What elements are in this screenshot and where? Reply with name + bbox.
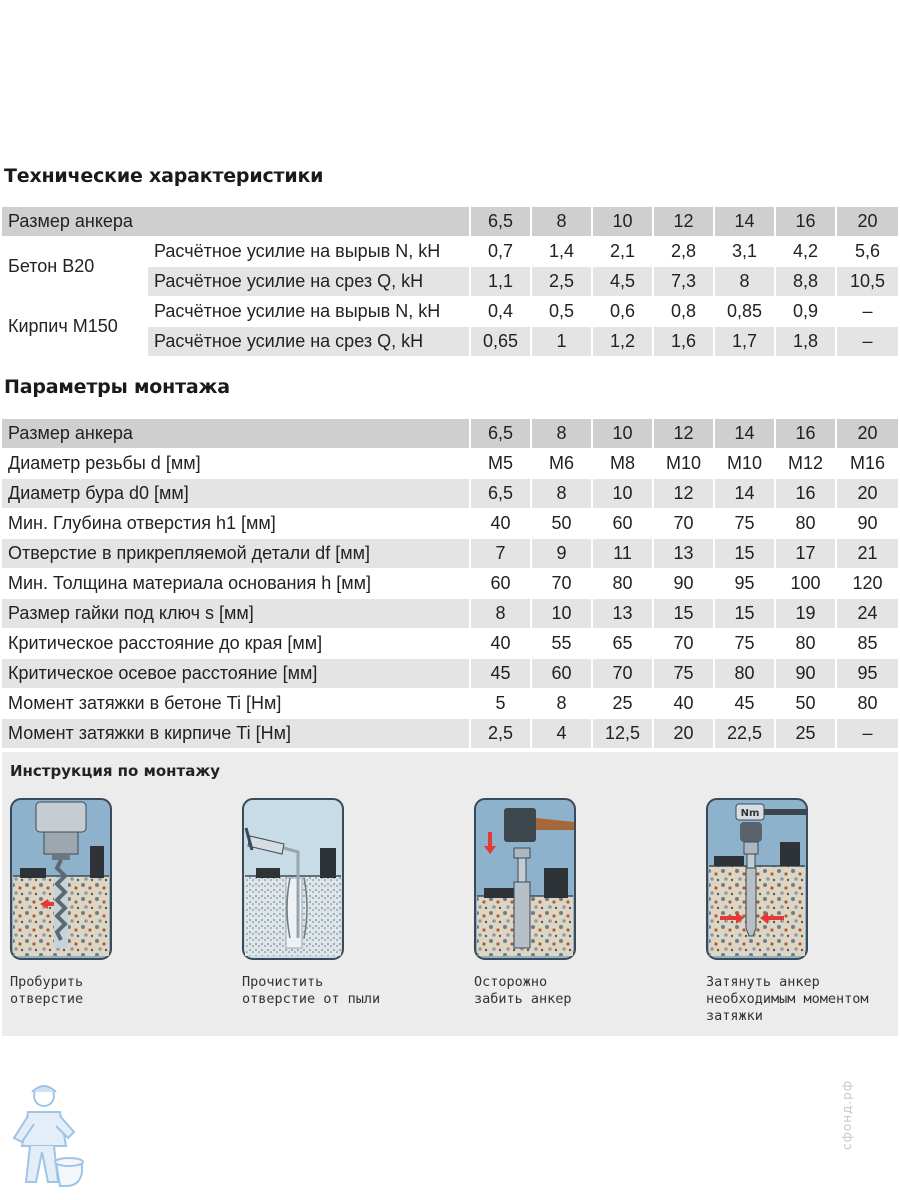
value-cell: 70 [653,509,714,539]
value-cell: M16 [836,449,898,479]
value-cell: 2,1 [592,237,653,267]
size-cell: 20 [836,207,898,237]
value-cell: 16 [775,479,836,509]
hammer-icon [474,798,576,960]
torque-badge: Nm [740,808,760,819]
value-cell: 24 [836,599,898,629]
size-label: Размер анкера [2,207,470,237]
value-cell: 13 [592,599,653,629]
value-cell: 95 [836,659,898,689]
value-cell: 2,5 [531,267,592,297]
value-cell: 80 [836,689,898,719]
value-cell: 40 [470,509,531,539]
value-cell: 8,8 [775,267,836,297]
table-row [2,689,898,719]
value-cell: 12 [653,479,714,509]
value-cell: 5,6 [836,237,898,267]
value-cell: 75 [714,629,775,659]
watermark: сфонд.рф [840,1079,854,1150]
value-cell: M5 [470,449,531,479]
value-cell: 20 [836,479,898,509]
value-cell: 45 [714,689,775,719]
value-cell: 90 [775,659,836,689]
table-row [2,449,898,479]
value-cell: 11 [592,539,653,569]
drill-icon [10,798,112,960]
value-cell: 9 [531,539,592,569]
instructions-panel [2,752,898,1036]
value-cell: 0,85 [714,297,775,327]
value-cell: M10 [653,449,714,479]
size-cell: 20 [836,419,898,449]
value-cell: 95 [714,569,775,599]
value-cell: 25 [775,719,836,749]
mount-section-title: Параметры монтажа [4,376,230,398]
value-cell: 1,4 [531,237,592,267]
step-clean [242,798,462,1008]
value-cell: 90 [836,509,898,539]
size-cell: 8 [531,207,592,237]
step-caption: Осторожно забить анкер [474,974,572,1007]
value-cell: 70 [653,629,714,659]
value-cell: 85 [836,629,898,659]
table-row [2,237,898,267]
table-row [2,539,898,569]
value-cell: 75 [714,509,775,539]
row-label: Критическое осевое расстояние [мм] [2,659,470,689]
value-cell: 10,5 [836,267,898,297]
row-label: Критическое расстояние до края [мм] [2,629,470,659]
value-cell: 1,7 [714,327,775,357]
plumber-mascot-icon [8,1082,86,1192]
value-cell: 120 [836,569,898,599]
material-label: Бетон B20 [2,237,148,297]
size-cell: 8 [531,419,592,449]
value-cell: 0,4 [470,297,531,327]
value-cell: 8 [470,599,531,629]
mount-params-table [2,418,898,749]
value-cell: 45 [470,659,531,689]
row-label: Отверстие в прикрепляемой детали df [мм] [2,539,470,569]
tech-size-row [2,207,898,237]
table-row [2,629,898,659]
table-row [2,659,898,689]
row-label: Расчётное усилие на срез Q, kH [148,327,470,357]
value-cell: 1,6 [653,327,714,357]
instructions-title: Инструкция по монтажу [10,762,221,780]
value-cell: 12,5 [592,719,653,749]
table-row [2,297,898,327]
size-cell: 12 [653,207,714,237]
size-cell: 6,5 [470,207,531,237]
row-label: Момент затяжки в кирпиче Ti [Нм] [2,719,470,749]
value-cell: 21 [836,539,898,569]
value-cell: 5 [470,689,531,719]
value-cell: – [836,719,898,749]
size-cell: 14 [714,207,775,237]
value-cell: 65 [592,629,653,659]
value-cell: 3,1 [714,237,775,267]
value-cell: 19 [775,599,836,629]
blower-icon [242,798,344,960]
value-cell: 2,5 [470,719,531,749]
value-cell: 10 [531,599,592,629]
value-cell: 55 [531,629,592,659]
row-label: Расчётное усилие на вырыв N, kH [148,237,470,267]
mount-size-row [2,419,898,449]
value-cell: 80 [775,509,836,539]
value-cell: 8 [531,479,592,509]
table-row [2,719,898,749]
value-cell: 22,5 [714,719,775,749]
torque-wrench-icon [706,798,808,960]
row-label: Мин. Толщина материала основания h [мм] [2,569,470,599]
step-caption: Затянуть анкер необходимым моментом затяжки [706,974,869,1024]
value-cell: 70 [531,569,592,599]
value-cell: 60 [531,659,592,689]
value-cell: 90 [653,569,714,599]
size-cell: 10 [592,419,653,449]
value-cell: 0,65 [470,327,531,357]
step-torque [706,798,900,1025]
value-cell: 1,1 [470,267,531,297]
value-cell: 50 [531,509,592,539]
value-cell: 60 [470,569,531,599]
row-label: Размер гайки под ключ s [мм] [2,599,470,629]
value-cell: 17 [775,539,836,569]
value-cell: 1,8 [775,327,836,357]
row-label: Расчётное усилие на срез Q, kH [148,267,470,297]
value-cell: 100 [775,569,836,599]
value-cell: 80 [714,659,775,689]
value-cell: 6,5 [470,479,531,509]
value-cell: 15 [714,539,775,569]
value-cell: 1,2 [592,327,653,357]
step-drill [10,798,230,1008]
tech-section-title: Технические характеристики [4,165,324,187]
value-cell: 7,3 [653,267,714,297]
row-label: Расчётное усилие на вырыв N, kH [148,297,470,327]
value-cell: – [836,297,898,327]
row-label: Диаметр бура d0 [мм] [2,479,470,509]
value-cell: 8 [714,267,775,297]
value-cell: 20 [653,719,714,749]
row-label: Момент затяжки в бетоне Ti [Нм] [2,689,470,719]
table-row [2,509,898,539]
value-cell: 70 [592,659,653,689]
step-caption: Пробурить отверстие [10,974,84,1007]
table-row [2,599,898,629]
value-cell: 0,8 [653,297,714,327]
value-cell: 50 [775,689,836,719]
value-cell: 0,9 [775,297,836,327]
size-label: Размер анкера [2,419,470,449]
value-cell: 8 [531,689,592,719]
tech-spec-table [2,206,898,357]
size-cell: 6,5 [470,419,531,449]
size-cell: 16 [775,207,836,237]
value-cell: 10 [592,479,653,509]
size-cell: 16 [775,419,836,449]
value-cell: 4,2 [775,237,836,267]
row-label: Мин. Глубина отверстия h1 [мм] [2,509,470,539]
value-cell: 14 [714,479,775,509]
value-cell: 2,8 [653,237,714,267]
value-cell: 15 [653,599,714,629]
value-cell: 7 [470,539,531,569]
value-cell: 13 [653,539,714,569]
table-row [2,479,898,509]
value-cell: M8 [592,449,653,479]
step-hammer [474,798,694,1008]
value-cell: M10 [714,449,775,479]
size-cell: 10 [592,207,653,237]
value-cell: 4 [531,719,592,749]
value-cell: 1 [531,327,592,357]
value-cell: 0,5 [531,297,592,327]
value-cell: 60 [592,509,653,539]
value-cell: M6 [531,449,592,479]
value-cell: 75 [653,659,714,689]
value-cell: 80 [775,629,836,659]
value-cell: 0,6 [592,297,653,327]
value-cell: 80 [592,569,653,599]
row-label: Диаметр резьбы d [мм] [2,449,470,479]
table-row [2,569,898,599]
value-cell: 0,7 [470,237,531,267]
step-caption: Прочистить отверстие от пыли [242,974,381,1007]
size-cell: 14 [714,419,775,449]
value-cell: M12 [775,449,836,479]
value-cell: 40 [653,689,714,719]
value-cell: 25 [592,689,653,719]
value-cell: 15 [714,599,775,629]
value-cell: 40 [470,629,531,659]
value-cell: 4,5 [592,267,653,297]
size-cell: 12 [653,419,714,449]
value-cell: – [836,327,898,357]
material-label: Кирпич М150 [2,297,148,357]
